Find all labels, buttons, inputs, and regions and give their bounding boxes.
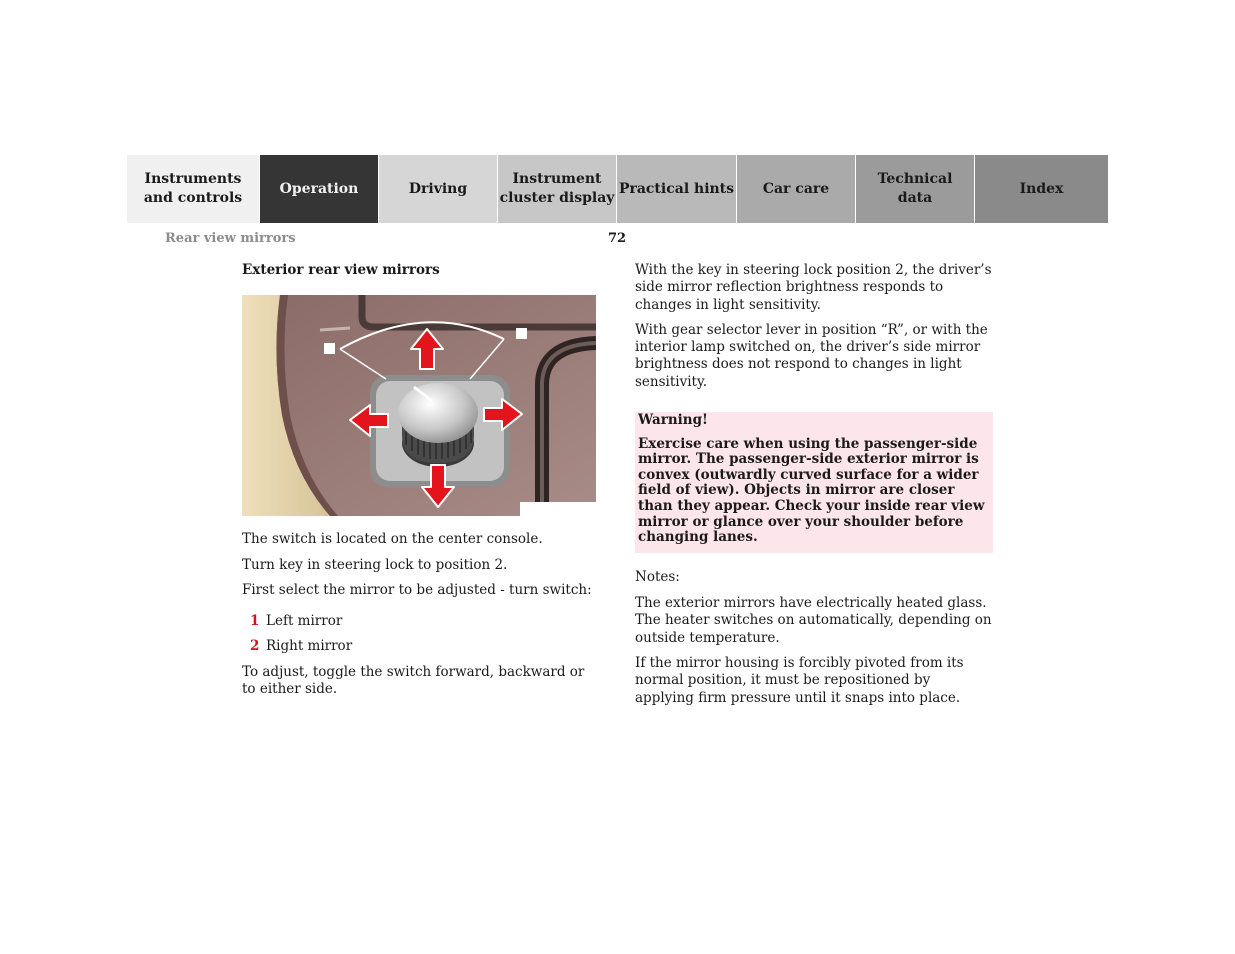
section-tab-bar xyxy=(127,155,1108,223)
list-item-left-mirror xyxy=(250,613,597,630)
tab-operation[interactable]: Operation xyxy=(259,155,378,223)
mirror-switch-illustration xyxy=(242,295,596,516)
note-housing-pivot: If the mirror housing is forcibly pivoted from its normal position, it must be repositioned by applying firm pressure until it snaps into place. xyxy=(635,655,964,706)
warning-box xyxy=(635,412,993,553)
notes-label: Notes: xyxy=(635,568,680,585)
paragraph-adjust: To adjust, toggle the switch forward, backward or to either side. xyxy=(242,663,585,698)
mirror-selection-list xyxy=(242,613,597,656)
note-heated-glass: The exterior mirrors have electrically heated glass. The heater switches on automatically, depending on outside temperature. xyxy=(635,595,992,646)
paragraph-select-mirror: First select the mirror to be adjusted - turn switch: xyxy=(242,581,592,598)
tab-car-care[interactable]: Car care xyxy=(736,155,855,223)
warning-text: Exercise care when using the passenger-side mirror. The passenger-side exterior mirror is convex (outwardly curved surface for a wider field of view). Objects in mirror are closer than they appear. Check your inside rear view mirror or glance over your shoulder before changing lanes. xyxy=(638,435,985,546)
paragraph-gear-selector: With gear selector lever in position “R”, or with the interior lamp switched on, the driver’s side mirror brightness does not respond to changes in light sensitivity. xyxy=(635,321,988,390)
right-column xyxy=(635,262,993,715)
tab-practical-hints[interactable]: Practical hints xyxy=(616,155,736,223)
tab-instruments-and-controls[interactable]: Instruments and controls xyxy=(127,155,259,223)
article-heading: Exterior rear view mirrors xyxy=(242,262,440,278)
tab-technical-data[interactable]: Technical data xyxy=(855,155,974,223)
paragraph-switch-location: The switch is located on the center console. xyxy=(242,531,543,548)
item-number: 1 xyxy=(250,613,260,630)
item-text: Right mirror xyxy=(266,638,353,655)
paragraph-key-position: With the key in steering lock position 2, the driver’s side mirror reflection brightness responds to changes in light sensitivity. xyxy=(635,262,992,313)
section-heading: Rear view mirrors xyxy=(165,231,296,246)
warning-title: Warning! xyxy=(638,412,708,429)
page-number: 72 xyxy=(608,231,627,246)
item-number: 2 xyxy=(250,638,260,655)
left-column xyxy=(242,262,597,706)
list-item-right-mirror xyxy=(250,638,597,655)
tab-instrument-cluster-display[interactable]: Instrument cluster display xyxy=(497,155,616,223)
mirror-switch-image xyxy=(242,295,596,516)
tab-driving[interactable]: Driving xyxy=(378,155,497,223)
tab-index[interactable]: Index xyxy=(974,155,1108,223)
item-text: Left mirror xyxy=(266,613,343,630)
paragraph-turn-key: Turn key in steering lock to position 2. xyxy=(242,556,508,573)
